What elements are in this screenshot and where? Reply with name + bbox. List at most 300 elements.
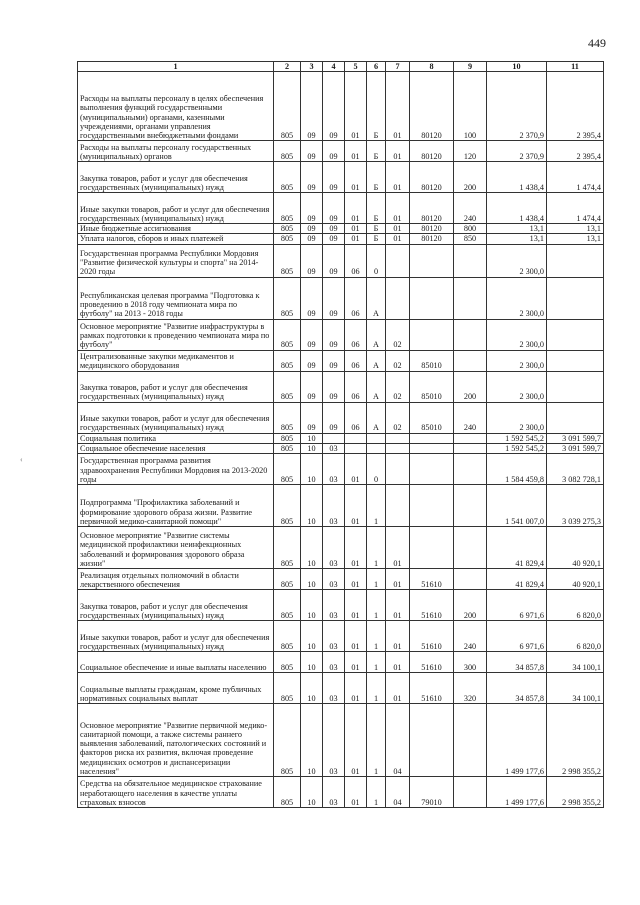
subprogram-code-cell: Б <box>367 72 386 141</box>
row-name-cell: Расходы на выплаты персоналу в целях обеспечения выполнения функций государственными (муниципальными) органами, казенными учреждениями, органами управления государственными внебюджетными фондами <box>78 72 274 141</box>
expense-type-code-cell: 320 <box>454 672 487 703</box>
row-name-cell: Закупка товаров, работ и услуг для обеспечения государственных (муниципальных) нужд <box>78 371 274 402</box>
expense-type-code-cell <box>454 526 487 568</box>
ministry-code-cell: 805 <box>274 589 301 620</box>
amount-2019-cell: 6 820,0 <box>547 589 604 620</box>
subprogram-code-cell: А <box>367 319 386 350</box>
amount-2019-cell: 2 998 355,2 <box>547 776 604 807</box>
ministry-code-cell: 805 <box>274 234 301 244</box>
program-code-cell: 01 <box>345 141 367 162</box>
expense-type-code-cell: 850 <box>454 234 487 244</box>
section-code-cell: 10 <box>301 568 323 589</box>
program-code-cell: 01 <box>345 224 367 234</box>
subprogram-code-cell: 1 <box>367 484 386 526</box>
amount-2018-cell: 1 592 545,2 <box>487 443 547 453</box>
expense-type-code-cell: 100 <box>454 72 487 141</box>
subprogram-code-cell <box>367 443 386 453</box>
amount-2019-cell: 3 039 275,3 <box>547 484 604 526</box>
subprogram-code-cell: 1 <box>367 589 386 620</box>
amount-2019-cell: 40 920,1 <box>547 568 604 589</box>
expense-type-code-cell: 120 <box>454 141 487 162</box>
section-code-cell: 09 <box>301 72 323 141</box>
expense-type-code-cell <box>454 319 487 350</box>
margin-mark: ‹ <box>20 455 23 464</box>
section-code-cell: 09 <box>301 371 323 402</box>
expense-type-code-cell <box>454 277 487 319</box>
section-code-cell: 09 <box>301 277 323 319</box>
section-code-cell: 09 <box>301 319 323 350</box>
event-code-cell: 01 <box>386 620 410 651</box>
expense-type-code-cell <box>454 484 487 526</box>
amount-2019-cell: 13,1 <box>547 224 604 234</box>
event-code-cell: 01 <box>386 568 410 589</box>
subprogram-code-cell: А <box>367 371 386 402</box>
subprogram-code-cell: А <box>367 402 386 433</box>
amount-2018-cell: 2 300,0 <box>487 402 547 433</box>
subsection-code-cell: 03 <box>323 776 345 807</box>
amount-2018-cell: 1 541 007,0 <box>487 484 547 526</box>
ministry-code-cell: 805 <box>274 402 301 433</box>
amount-2019-cell: 3 091 599,7 <box>547 433 604 443</box>
table-row <box>78 162 604 193</box>
amount-2019-cell: 1 474,4 <box>547 162 604 193</box>
event-code-cell <box>386 433 410 443</box>
section-code-cell: 10 <box>301 620 323 651</box>
table-row <box>78 72 604 141</box>
table-row <box>78 193 604 224</box>
table-row <box>78 433 604 443</box>
program-code-cell: 01 <box>345 72 367 141</box>
subprogram-code-cell: 1 <box>367 703 386 776</box>
section-code-cell: 09 <box>301 193 323 224</box>
subsection-code-cell: 03 <box>323 568 345 589</box>
program-code-cell: 01 <box>345 568 367 589</box>
direction-code-cell: 80120 <box>410 234 454 244</box>
direction-code-cell <box>410 277 454 319</box>
ministry-code-cell: 805 <box>274 162 301 193</box>
direction-code-cell <box>410 319 454 350</box>
column-header-1: 1 <box>78 62 274 72</box>
subsection-code-cell: 09 <box>323 319 345 350</box>
subsection-code-cell: 03 <box>323 589 345 620</box>
amount-2018-cell: 2 370,9 <box>487 72 547 141</box>
subsection-code-cell: 09 <box>323 162 345 193</box>
subprogram-code-cell: 1 <box>367 568 386 589</box>
program-code-cell: 01 <box>345 453 367 484</box>
event-code-cell <box>386 244 410 277</box>
row-name-cell: Иные закупки товаров, работ и услуг для обеспечения государственных (муниципальных) нужд <box>78 620 274 651</box>
event-code-cell <box>386 484 410 526</box>
section-code-cell: 10 <box>301 433 323 443</box>
program-code-cell: 06 <box>345 319 367 350</box>
row-name-cell: Уплата налогов, сборов и иных платежей <box>78 234 274 244</box>
event-code-cell: 02 <box>386 350 410 371</box>
amount-2018-cell: 1 438,4 <box>487 162 547 193</box>
direction-code-cell: 80120 <box>410 141 454 162</box>
amount-2018-cell: 1 499 177,6 <box>487 703 547 776</box>
subsection-code-cell: 03 <box>323 484 345 526</box>
event-code-cell: 02 <box>386 319 410 350</box>
ministry-code-cell: 805 <box>274 526 301 568</box>
amount-2019-cell <box>547 244 604 277</box>
program-code-cell: 01 <box>345 526 367 568</box>
direction-code-cell: 85010 <box>410 371 454 402</box>
amount-2018-cell: 2 300,0 <box>487 371 547 402</box>
subsection-code-cell: 09 <box>323 72 345 141</box>
header-row <box>78 62 604 72</box>
amount-2019-cell: 3 082 728,1 <box>547 453 604 484</box>
event-code-cell: 01 <box>386 193 410 224</box>
ministry-code-cell: 805 <box>274 776 301 807</box>
ministry-code-cell: 805 <box>274 651 301 672</box>
row-name-cell: Расходы на выплаты персоналу государственных (муниципальных) органов <box>78 141 274 162</box>
amount-2018-cell: 41 829,4 <box>487 526 547 568</box>
row-name-cell: Республиканская целевая программа "Подготовка к проведению в 2018 году чемпионата мира по футболу" на 2013 - 2018 годы <box>78 277 274 319</box>
ministry-code-cell: 805 <box>274 350 301 371</box>
amount-2019-cell: 2 395,4 <box>547 141 604 162</box>
subprogram-code-cell: Б <box>367 162 386 193</box>
table-row <box>78 651 604 672</box>
direction-code-cell: 79010 <box>410 776 454 807</box>
subprogram-code-cell: Б <box>367 234 386 244</box>
subsection-code-cell: 03 <box>323 443 345 453</box>
expense-type-code-cell: 800 <box>454 224 487 234</box>
program-code-cell: 01 <box>345 703 367 776</box>
subprogram-code-cell: 1 <box>367 526 386 568</box>
subprogram-code-cell: 1 <box>367 620 386 651</box>
expense-type-code-cell: 300 <box>454 651 487 672</box>
subsection-code-cell: 09 <box>323 224 345 234</box>
expense-type-code-cell: 200 <box>454 589 487 620</box>
amount-2018-cell: 1 499 177,6 <box>487 776 547 807</box>
amount-2019-cell: 1 474,4 <box>547 193 604 224</box>
section-code-cell: 10 <box>301 453 323 484</box>
event-code-cell: 02 <box>386 402 410 433</box>
section-code-cell: 09 <box>301 141 323 162</box>
column-header-7: 7 <box>386 62 410 72</box>
subprogram-code-cell: 0 <box>367 453 386 484</box>
ministry-code-cell: 805 <box>274 319 301 350</box>
event-code-cell: 04 <box>386 776 410 807</box>
subsection-code-cell: 03 <box>323 651 345 672</box>
program-code-cell: 01 <box>345 620 367 651</box>
event-code-cell: 01 <box>386 224 410 234</box>
ministry-code-cell: 805 <box>274 453 301 484</box>
ministry-code-cell: 805 <box>274 568 301 589</box>
event-code-cell: 04 <box>386 703 410 776</box>
column-header-9: 9 <box>454 62 487 72</box>
expense-type-code-cell <box>454 443 487 453</box>
subsection-code-cell: 09 <box>323 402 345 433</box>
direction-code-cell: 51610 <box>410 589 454 620</box>
amount-2018-cell: 2 300,0 <box>487 319 547 350</box>
row-name-cell: Иные закупки товаров, работ и услуг для обеспечения государственных (муниципальных) нужд <box>78 193 274 224</box>
section-code-cell: 10 <box>301 443 323 453</box>
expense-type-code-cell <box>454 350 487 371</box>
subsection-code-cell: 03 <box>323 672 345 703</box>
column-header-5: 5 <box>345 62 367 72</box>
program-code-cell: 06 <box>345 371 367 402</box>
table-row <box>78 453 604 484</box>
expense-type-code-cell <box>454 453 487 484</box>
ministry-code-cell: 805 <box>274 72 301 141</box>
section-code-cell: 09 <box>301 224 323 234</box>
row-name-cell: Социальная политика <box>78 433 274 443</box>
subsection-code-cell: 09 <box>323 277 345 319</box>
subprogram-code-cell: 1 <box>367 651 386 672</box>
table-row <box>78 244 604 277</box>
amount-2019-cell: 3 091 599,7 <box>547 443 604 453</box>
subprogram-code-cell: Б <box>367 141 386 162</box>
subsection-code-cell: 09 <box>323 141 345 162</box>
direction-code-cell <box>410 433 454 443</box>
table-row <box>78 484 604 526</box>
event-code-cell: 01 <box>386 162 410 193</box>
page-number: 449 <box>588 36 606 50</box>
expense-type-code-cell <box>454 703 487 776</box>
subprogram-code-cell: А <box>367 350 386 371</box>
row-name-cell: Средства на обязательное медицинское страхование неработающего населения в качестве уплаты страховых взносов <box>78 776 274 807</box>
direction-code-cell: 51610 <box>410 672 454 703</box>
section-code-cell: 09 <box>301 244 323 277</box>
subsection-code-cell: 03 <box>323 703 345 776</box>
event-code-cell: 01 <box>386 141 410 162</box>
amount-2019-cell: 13,1 <box>547 234 604 244</box>
row-name-cell: Закупка товаров, работ и услуг для обеспечения государственных (муниципальных) нужд <box>78 589 274 620</box>
table-row <box>78 568 604 589</box>
ministry-code-cell: 805 <box>274 224 301 234</box>
table-row <box>78 224 604 234</box>
row-name-cell: Иные бюджетные ассигнования <box>78 224 274 234</box>
amount-2019-cell: 40 920,1 <box>547 526 604 568</box>
ministry-code-cell: 805 <box>274 141 301 162</box>
row-name-cell: Основное мероприятие "Развитие первичной медико-санитарной помощи, а также системы раннего выявления заболеваний, патологических состояний и факторов риска их развития, включая проведение медицинских осмотров и диспансеризации населения" <box>78 703 274 776</box>
amount-2018-cell: 2 300,0 <box>487 277 547 319</box>
program-code-cell: 01 <box>345 234 367 244</box>
amount-2018-cell: 2 300,0 <box>487 244 547 277</box>
amount-2018-cell: 1 438,4 <box>487 193 547 224</box>
program-code-cell: 06 <box>345 277 367 319</box>
table-row <box>78 371 604 402</box>
event-code-cell <box>386 443 410 453</box>
section-code-cell: 09 <box>301 162 323 193</box>
amount-2018-cell: 6 971,6 <box>487 620 547 651</box>
ministry-code-cell: 805 <box>274 193 301 224</box>
row-name-cell: Централизованные закупки медикаментов и медицинского оборудования <box>78 350 274 371</box>
amount-2019-cell: 34 100,1 <box>547 651 604 672</box>
event-code-cell: 01 <box>386 234 410 244</box>
program-code-cell: 06 <box>345 402 367 433</box>
expense-type-code-cell: 200 <box>454 162 487 193</box>
section-code-cell: 10 <box>301 589 323 620</box>
budget-table <box>77 61 604 808</box>
amount-2019-cell <box>547 319 604 350</box>
amount-2019-cell: 34 100,1 <box>547 672 604 703</box>
column-header-6: 6 <box>367 62 386 72</box>
subsection-code-cell: 03 <box>323 526 345 568</box>
row-name-cell: Социальные выплаты гражданам, кроме публичных нормативных социальных выплат <box>78 672 274 703</box>
amount-2018-cell: 41 829,4 <box>487 568 547 589</box>
row-name-cell: Основное мероприятие "Развитие инфраструктуры в рамках подготовки к проведению чемпионата мира по футболу" <box>78 319 274 350</box>
subprogram-code-cell <box>367 433 386 443</box>
program-code-cell <box>345 443 367 453</box>
subsection-code-cell <box>323 433 345 443</box>
table-row <box>78 703 604 776</box>
event-code-cell: 02 <box>386 371 410 402</box>
row-name-cell: Реализация отдельных полномочий в области лекарственного обеспечения <box>78 568 274 589</box>
direction-code-cell: 80120 <box>410 72 454 141</box>
program-code-cell: 01 <box>345 484 367 526</box>
amount-2018-cell: 34 857,8 <box>487 651 547 672</box>
event-code-cell: 01 <box>386 589 410 620</box>
expense-type-code-cell <box>454 568 487 589</box>
table-row <box>78 277 604 319</box>
row-name-cell: Основное мероприятие "Развитие системы медицинской профилактики неинфекционных заболеваний и формирования здорового образа жизни" <box>78 526 274 568</box>
ministry-code-cell: 805 <box>274 703 301 776</box>
direction-code-cell: 51610 <box>410 651 454 672</box>
subprogram-code-cell: 0 <box>367 244 386 277</box>
subsection-code-cell: 09 <box>323 234 345 244</box>
section-code-cell: 09 <box>301 402 323 433</box>
row-name-cell: Государственная программа Республики Мордовия "Развитие физической культуры и спорта" на 2014-2020 годы <box>78 244 274 277</box>
expense-type-code-cell: 240 <box>454 402 487 433</box>
ministry-code-cell: 805 <box>274 371 301 402</box>
event-code-cell: 01 <box>386 72 410 141</box>
direction-code-cell: 51610 <box>410 620 454 651</box>
direction-code-cell <box>410 703 454 776</box>
amount-2019-cell <box>547 402 604 433</box>
amount-2019-cell <box>547 277 604 319</box>
event-code-cell: 01 <box>386 651 410 672</box>
column-header-8: 8 <box>410 62 454 72</box>
amount-2019-cell: 2 998 355,2 <box>547 703 604 776</box>
amount-2018-cell: 13,1 <box>487 224 547 234</box>
event-code-cell <box>386 277 410 319</box>
program-code-cell: 01 <box>345 651 367 672</box>
section-code-cell: 10 <box>301 703 323 776</box>
ministry-code-cell: 805 <box>274 443 301 453</box>
expense-type-code-cell: 240 <box>454 620 487 651</box>
direction-code-cell <box>410 526 454 568</box>
subprogram-code-cell: 1 <box>367 776 386 807</box>
event-code-cell: 01 <box>386 526 410 568</box>
amount-2018-cell: 13,1 <box>487 234 547 244</box>
subsection-code-cell: 09 <box>323 193 345 224</box>
table-row <box>78 443 604 453</box>
event-code-cell <box>386 453 410 484</box>
amount-2019-cell <box>547 371 604 402</box>
table-row <box>78 350 604 371</box>
ministry-code-cell: 805 <box>274 484 301 526</box>
subsection-code-cell: 09 <box>323 244 345 277</box>
program-code-cell: 01 <box>345 162 367 193</box>
column-header-4: 4 <box>323 62 345 72</box>
direction-code-cell: 80120 <box>410 224 454 234</box>
table-row <box>78 141 604 162</box>
program-code-cell: 06 <box>345 350 367 371</box>
amount-2018-cell: 34 857,8 <box>487 672 547 703</box>
ministry-code-cell: 805 <box>274 672 301 703</box>
table-row <box>78 319 604 350</box>
table-row <box>78 526 604 568</box>
amount-2018-cell: 1 592 545,2 <box>487 433 547 443</box>
section-code-cell: 10 <box>301 651 323 672</box>
direction-code-cell: 51610 <box>410 568 454 589</box>
column-header-2: 2 <box>274 62 301 72</box>
row-name-cell: Государственная программа развития здравоохранения Республики Мордовия на 2013-2020 годы <box>78 453 274 484</box>
direction-code-cell: 80120 <box>410 162 454 193</box>
row-name-cell: Социальное обеспечение и иные выплаты населению <box>78 651 274 672</box>
row-name-cell: Закупка товаров, работ и услуг для обеспечения государственных (муниципальных) нужд <box>78 162 274 193</box>
amount-2018-cell: 2 370,9 <box>487 141 547 162</box>
row-name-cell: Социальное обеспечение населения <box>78 443 274 453</box>
subprogram-code-cell: Б <box>367 193 386 224</box>
subprogram-code-cell: 1 <box>367 672 386 703</box>
event-code-cell: 01 <box>386 672 410 703</box>
ministry-code-cell: 805 <box>274 244 301 277</box>
amount-2019-cell: 6 820,0 <box>547 620 604 651</box>
subsection-code-cell: 03 <box>323 453 345 484</box>
table-row <box>78 672 604 703</box>
amount-2019-cell: 2 395,4 <box>547 72 604 141</box>
program-code-cell: 06 <box>345 244 367 277</box>
table-row <box>78 234 604 244</box>
ministry-code-cell: 805 <box>274 433 301 443</box>
section-code-cell: 10 <box>301 526 323 568</box>
column-header-10: 10 <box>487 62 547 72</box>
program-code-cell: 01 <box>345 672 367 703</box>
section-code-cell: 10 <box>301 776 323 807</box>
expense-type-code-cell: 200 <box>454 371 487 402</box>
table-body <box>78 72 604 808</box>
amount-2018-cell: 1 584 459,8 <box>487 453 547 484</box>
subprogram-code-cell: Б <box>367 224 386 234</box>
expense-type-code-cell: 240 <box>454 193 487 224</box>
section-code-cell: 09 <box>301 234 323 244</box>
direction-code-cell <box>410 484 454 526</box>
table-row <box>78 589 604 620</box>
program-code-cell <box>345 433 367 443</box>
program-code-cell: 01 <box>345 589 367 620</box>
expense-type-code-cell <box>454 776 487 807</box>
amount-2019-cell <box>547 350 604 371</box>
program-code-cell: 01 <box>345 776 367 807</box>
subsection-code-cell: 09 <box>323 350 345 371</box>
direction-code-cell: 85010 <box>410 402 454 433</box>
subsection-code-cell: 09 <box>323 371 345 402</box>
section-code-cell: 09 <box>301 350 323 371</box>
ministry-code-cell: 805 <box>274 620 301 651</box>
direction-code-cell: 80120 <box>410 193 454 224</box>
program-code-cell: 01 <box>345 193 367 224</box>
table-row <box>78 620 604 651</box>
row-name-cell: Иные закупки товаров, работ и услуг для обеспечения государственных (муниципальных) нужд <box>78 402 274 433</box>
direction-code-cell <box>410 453 454 484</box>
expense-type-code-cell <box>454 244 487 277</box>
section-code-cell: 10 <box>301 484 323 526</box>
table-row <box>78 776 604 807</box>
ministry-code-cell: 805 <box>274 277 301 319</box>
direction-code-cell <box>410 244 454 277</box>
table-row <box>78 402 604 433</box>
direction-code-cell <box>410 443 454 453</box>
amount-2018-cell: 6 971,6 <box>487 589 547 620</box>
row-name-cell: Подпрограмма "Профилактика заболеваний и формирование здорового образа жизни. Развитие первичной медико-санитарной помощи" <box>78 484 274 526</box>
section-code-cell: 10 <box>301 672 323 703</box>
subprogram-code-cell: А <box>367 277 386 319</box>
subsection-code-cell: 03 <box>323 620 345 651</box>
expense-type-code-cell <box>454 433 487 443</box>
